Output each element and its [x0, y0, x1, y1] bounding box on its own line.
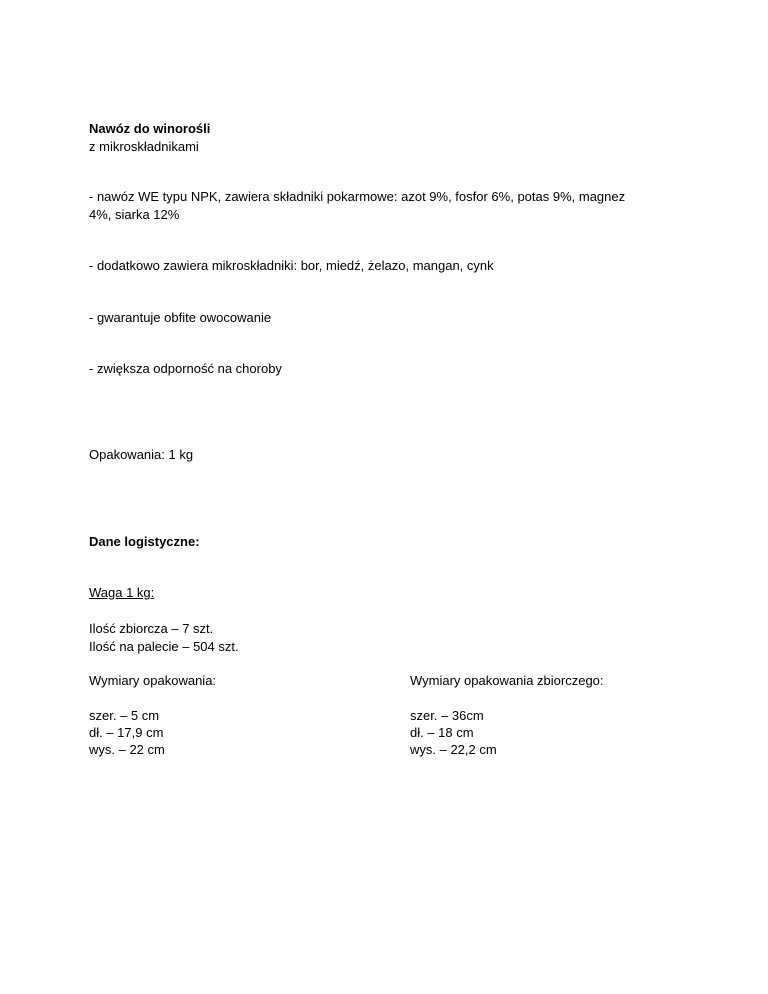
unit-width: szer. – 5 cm [89, 708, 160, 723]
logistics-heading: Dane logistyczne: [89, 534, 200, 549]
feature-composition-line1: - nawóz WE typu NPK, zawiera składniki pokarmowe: azot 9%, fosfor 6%, potas 9%, magnez [89, 189, 626, 204]
product-title: Nawóz do winorośli [89, 121, 211, 136]
weight-heading: Waga 1 kg: [89, 585, 155, 600]
unit-height: wys. – 22 cm [89, 742, 165, 757]
bulk-height: wys. – 22,2 cm [410, 742, 497, 757]
bulk-dimensions-heading: Wymiary opakowania zbiorczego: [410, 673, 604, 688]
product-subtitle: z mikroskładnikami [89, 139, 199, 154]
feature-resistance: - zwiększa odporność na choroby [89, 361, 282, 376]
bulk-width: szer. – 36cm [410, 708, 484, 723]
feature-composition-line2: 4%, siarka 12% [89, 207, 180, 222]
packaging-info: Opakowania: 1 kg [89, 447, 194, 462]
feature-fruiting: - gwarantuje obfite owocowanie [89, 310, 272, 325]
feature-micronutrients: - dodatkowo zawiera mikroskładniki: bor, miedź, żelazo, mangan, cynk [89, 258, 494, 273]
unit-dimensions-heading: Wymiary opakowania: [89, 673, 217, 688]
pallet-quantity: Ilość na palecie – 504 szt. [89, 639, 239, 654]
bulk-quantity: Ilość zbiorcza – 7 szt. [89, 621, 214, 636]
unit-length: dł. – 17,9 cm [89, 725, 164, 740]
bulk-length: dł. – 18 cm [410, 725, 474, 740]
